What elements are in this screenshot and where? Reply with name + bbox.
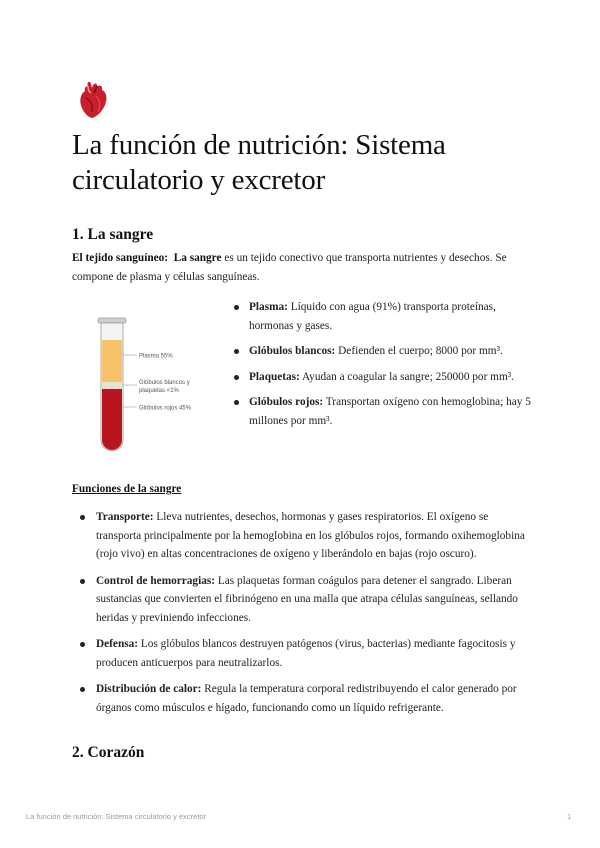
bullet-dot <box>234 375 239 380</box>
function-term: Defensa: <box>96 638 139 650</box>
bullet-dot <box>80 642 85 647</box>
blood-tube-figure <box>90 312 220 462</box>
plasma-layer <box>102 340 122 382</box>
bullet-dot <box>80 515 85 520</box>
function-term: Control de hemorragias: <box>96 574 216 587</box>
component-text: Transportan oxígeno con hemoglobina; hay 5 millones por mm³. <box>249 396 531 427</box>
list-item-defensa <box>80 635 528 672</box>
tube-label-plasma: Plasma 55% <box>139 353 173 360</box>
bullet-dot <box>234 400 239 405</box>
section-heading-corazon: 2. Corazón <box>72 744 145 761</box>
function-text: Regula la temperatura corporal redistribuyendo el calor generado por órganos como músculos e hígado, funcionando como un líquido refrigerante. <box>96 683 517 714</box>
function-term: Transporte: <box>96 511 154 523</box>
intro-term: La sangre <box>173 252 222 264</box>
red-cell-layer <box>102 389 122 450</box>
tube-label-red: Glóbulos rojos 45% <box>139 405 192 412</box>
list-item-plaquetas <box>232 368 532 387</box>
function-text: Las plaquetas forman coágulos para detener el sangrado. Liberan sustancias que convierten el fibrinógeno en una malla que atrapa células sanguíneas, sellando heridas y previniendo infecciones. <box>96 574 518 624</box>
component-text: Ayudan a coagular la sangre; 250000 por mm³. <box>299 370 514 383</box>
bullet-dot <box>80 687 85 692</box>
list-item-distribucion-calor <box>80 680 528 717</box>
section-heading-sangre: 1. La sangre <box>72 226 154 243</box>
intro-paragraph <box>72 249 532 287</box>
list-item-plasma <box>232 298 532 335</box>
footer-doc-title: La función de nutrición: Sistema circulatorio y excretor <box>26 812 207 821</box>
bullet-dot <box>234 305 239 310</box>
component-term: Glóbulos blancos: <box>249 345 336 357</box>
function-term: Distribución de calor: <box>96 683 202 695</box>
function-text: Los glóbulos blancos destruyen patógenos (virus, bacterias) mediante fagocitosis y producen anticuerpos para neutralizarlos. <box>96 638 516 669</box>
tube-lip <box>98 318 126 323</box>
buffy-coat-layer <box>102 382 122 389</box>
component-term: Glóbulos rojos: <box>249 396 324 408</box>
tube-label-cells-2: plaquetas <1% <box>139 388 179 394</box>
page-title: La función de nutrición: Sistema circulatorio y excretor <box>72 129 446 196</box>
bullet-dot <box>80 579 85 584</box>
anatomical-heart-icon <box>76 80 110 120</box>
tube-label-cells-1: Glóbulos blancos y <box>139 380 190 386</box>
list-item-transporte <box>80 508 528 564</box>
intro-text: es un tejido conectivo que transporta nutrientes y desechos. Se compone de plasma y células sanguíneas. <box>72 252 507 283</box>
blood-functions-list <box>80 508 528 725</box>
intro-lead: El tejido sanguíneo: <box>72 252 169 264</box>
footer-page-number: 1 <box>567 812 572 821</box>
component-term: Plasma: <box>249 301 288 313</box>
list-item-globulos-blancos <box>232 342 532 361</box>
list-item-control-hemorragias <box>80 572 528 628</box>
blood-components-list <box>232 298 532 437</box>
functions-heading: Funciones de la sangre <box>72 483 182 495</box>
list-item-globulos-rojos <box>232 393 532 430</box>
component-term: Plaquetas: <box>249 370 300 383</box>
bullet-dot <box>234 349 239 354</box>
component-text: Líquido con agua (91%) transporta proteínas, hormonas y gases. <box>249 301 496 332</box>
component-text: Defienden el cuerpo; 8000 por mm³. <box>335 345 503 357</box>
function-text: Lleva nutrientes, desechos, hormonas y gases respiratorios. El oxígeno se transporta principalmente por la hemoglobina en los glóbulos rojos, formando oxihemoglobina (rojo vivo) en altas concentraciones de oxígeno y liberándolo en bajas (rojo oscuro). <box>96 511 525 560</box>
